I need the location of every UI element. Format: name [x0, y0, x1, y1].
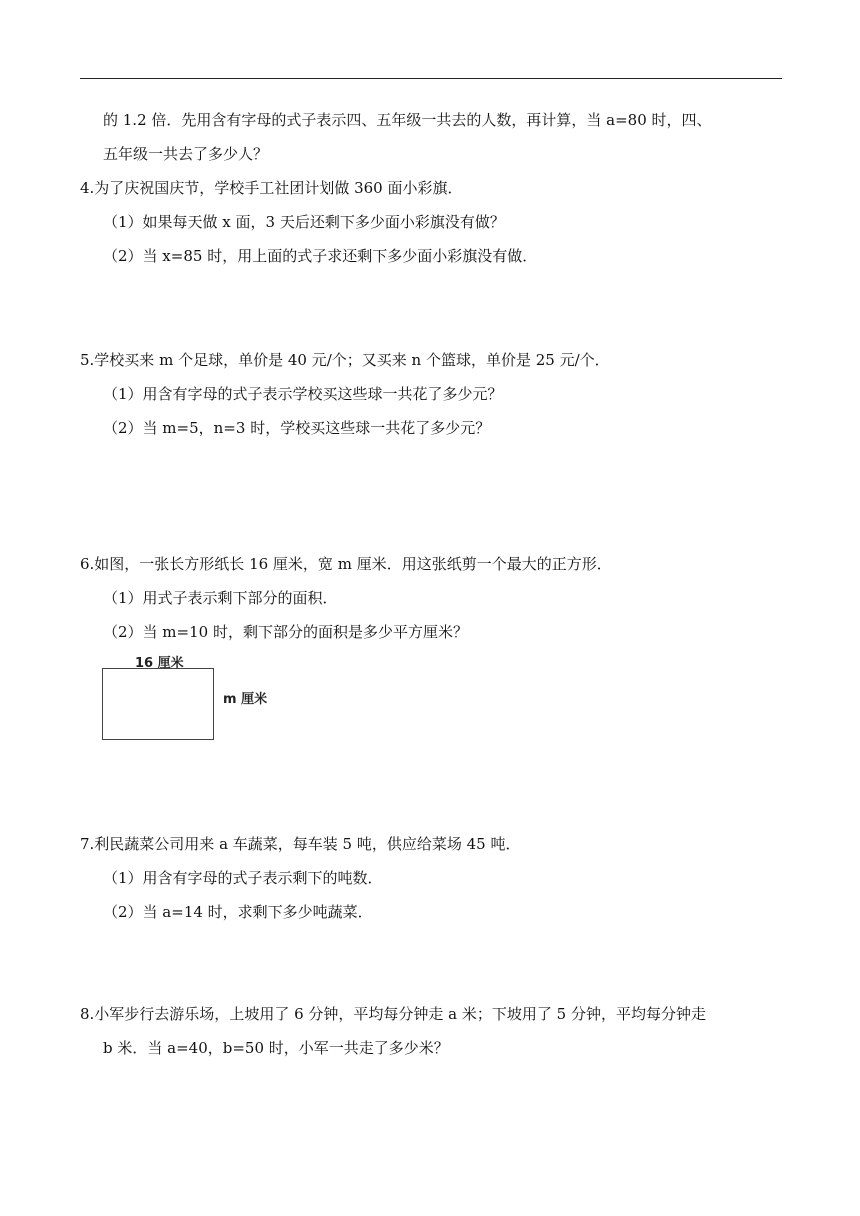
p4-stem: 4.为了庆祝国庆节，学校手工社团计划做 360 面小彩旗． — [80, 179, 463, 197]
p7-stem: 7.利民蔬菜公司用来 a 车蔬菜，每车装 5 吨，供应给菜场 45 吨． — [80, 835, 521, 853]
p5-q2: （2）当 m=5，n=3 时，学校买这些球一共花了多少元？ — [103, 419, 491, 437]
p8-line2: b 米．当 a=40，b=50 时，小军一共走了多少米？ — [103, 1039, 449, 1057]
p6-q2: （2）当 m=10 时，剩下部分的面积是多少平方厘米？ — [103, 623, 468, 641]
p8-line1: 8.小军步行去游乐场，上坡用了 6 分钟，平均每分钟走 a 米；下坡用了 5 分钟，平均每分钟走 — [80, 1005, 706, 1023]
p4-q2: （2）当 x=85 时，用上面的式子求还剩下多少面小彩旗没有做． — [103, 247, 538, 265]
p6-stem: 6.如图，一张长方形纸长 16 厘米，宽 m 厘米．用这张纸剪一个最大的正方形． — [80, 555, 612, 573]
rectangle-figure — [100, 652, 280, 742]
p6-q1: （1）用式子表示剩下部分的面积． — [103, 589, 338, 607]
p5-stem: 5.学校买来 m 个足球，单价是 40 元/个；又买来 n 个篮球，单价是 25 元/个． — [80, 351, 610, 369]
p3-line2: 五年级一共去了多少人？ — [103, 145, 269, 163]
paper-rectangle — [102, 668, 214, 740]
p7-q1: （1）用含有字母的式子表示剩下的吨数． — [103, 869, 383, 887]
figure-width-label: m 厘米 — [223, 692, 268, 707]
header-rule — [80, 78, 782, 79]
p7-q2: （2）当 a=14 时，求剩下多少吨蔬菜． — [103, 903, 373, 921]
figure-length-label: 16 厘米 — [135, 656, 184, 671]
p4-q1: （1）如果每天做 x 面，3 天后还剩下多少面小彩旗没有做？ — [103, 213, 505, 231]
p5-q1: （1）用含有字母的式子表示学校买这些球一共花了多少元？ — [103, 385, 503, 403]
p3-line1: 的 1.2 倍．先用含有字母的式子表示四、五年级一共去的人数，再计算，当 a=80 时，四、 — [103, 111, 712, 129]
